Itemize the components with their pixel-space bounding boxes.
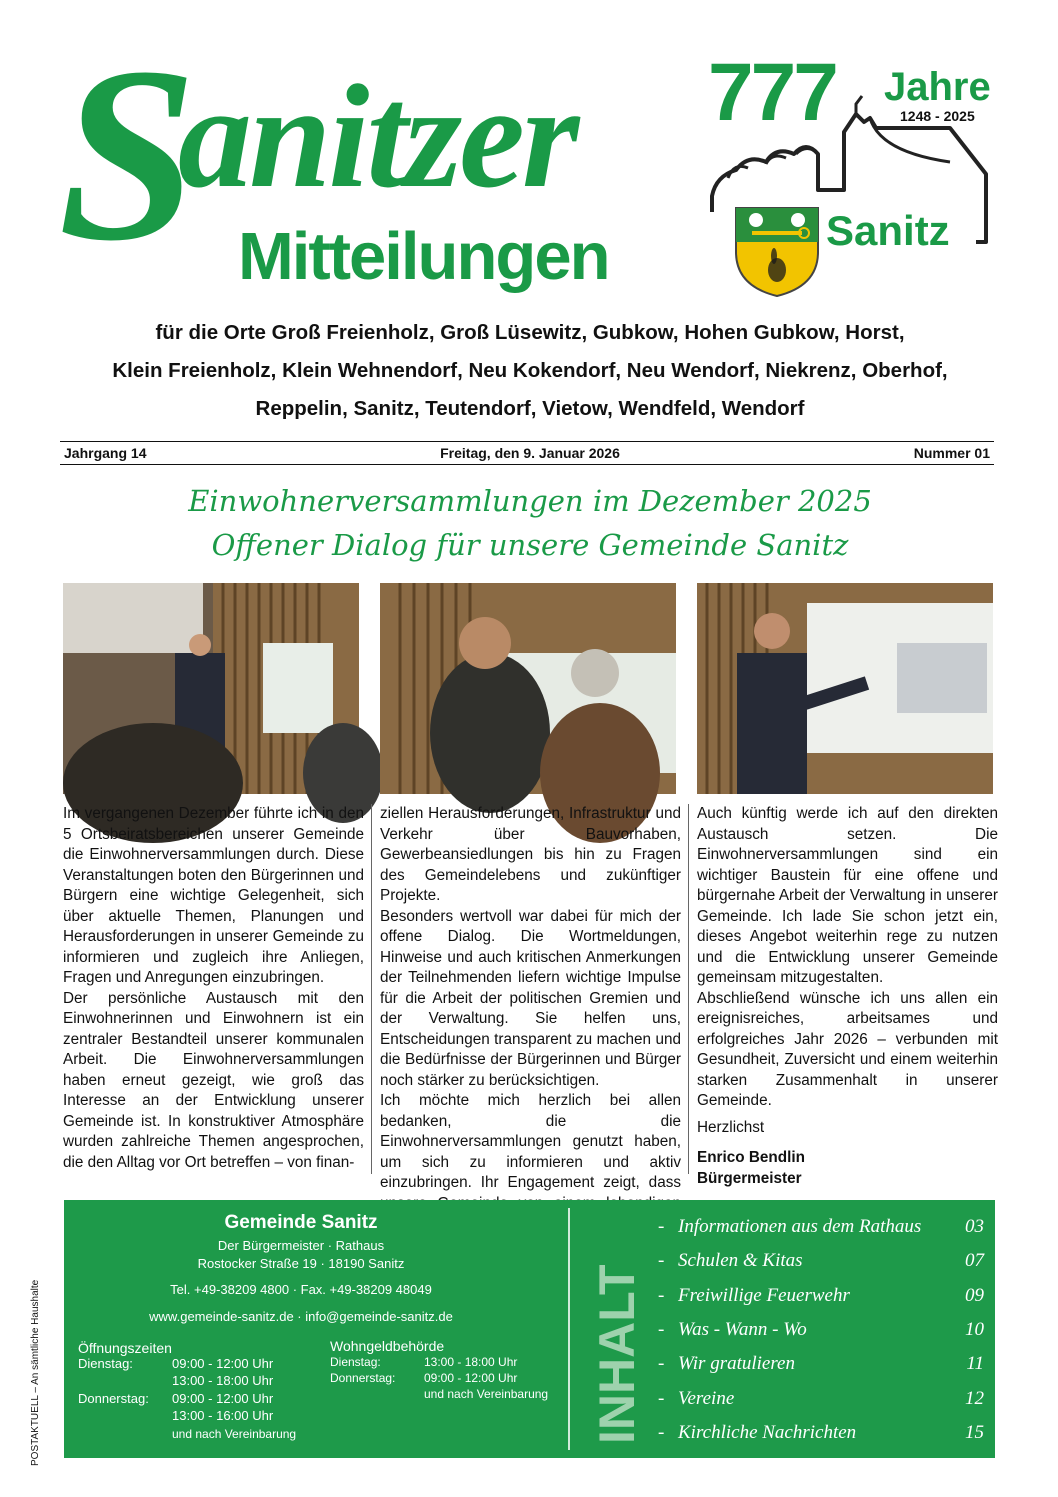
village-emblem-icon (706, 92, 996, 298)
signer-name: Enrico Bendlin (697, 1149, 805, 1166)
wohngeld-day-2: Donnerstag: (330, 1371, 396, 1385)
paragraph: Ich möchte mich herzlich bei allen bedanken, die die Einwohnerversammlungen genutzt haben, um sich zu informieren und aktiv einzubringen. Ihr Engagement zeigt, dass (380, 1092, 681, 1191)
toc-label: Freiwillige Feuerwehr (678, 1285, 850, 1306)
event-photo-3 (697, 583, 993, 794)
headline-line-1: Einwohnerversammlungen im Dezember 2025 (188, 484, 872, 518)
article-column-2 (380, 804, 681, 1235)
anniversary-word: Jahre (884, 65, 991, 109)
paragraph: ziellen Herausforderungen, Infrastruktur und Verkehr über Bauvorhaben, Gewerbeansiedlungen bis hin zu Fragen des Gemeindelebens und zukünftiger Projekte. (380, 805, 681, 904)
headline-line-2: Offener Dialog für unsere Gemeinde Sanitz (211, 528, 849, 562)
toc-item-schulen[interactable] (652, 1244, 990, 1278)
paragraph: Abschließend wünsche ich uns allen ein ereignisreiches, arbeitsames und erfolgreiches Jahr 2026 – verbunden mit Gesundheit, Zuversicht und einem weiterhin starken Zusammenhalt in unserer Gemeinde. (697, 989, 998, 1109)
places-line-2: Klein Freienholz, Klein Wehnendorf, Neu Kokendorf, Neu Wendorf, Niekrenz, Oberhof, (112, 359, 948, 382)
toc-label: Vereine (678, 1388, 735, 1409)
footer-org-name: Gemeinde Sanitz (224, 1212, 378, 1233)
toc-item-was-wann-wo[interactable] (652, 1313, 990, 1347)
event-photo-1 (63, 583, 359, 794)
toc-dash: - (658, 1388, 665, 1409)
issue-rule-top (60, 441, 994, 442)
issue-volume: Jahrgang 14 (64, 445, 147, 461)
footer-web-email[interactable]: www.gemeinde-sanitz.de · info@gemeinde-sanitz.de (149, 1309, 453, 1324)
toc-item-vereine[interactable] (652, 1382, 990, 1416)
toc-label: Kirchliche Nachrichten (678, 1422, 857, 1443)
places-line-1: für die Orte Groß Freienholz, Groß Lüsewitz, Gubkow, Hohen Gubkow, Horst, (155, 321, 905, 344)
hours-time-2a: 09:00 - 12:00 Uhr (172, 1391, 274, 1406)
column-divider (371, 804, 372, 1174)
article-column-3 (697, 804, 998, 1189)
paragraph: Der persönliche Austausch mit den Einwohnerinnen und Einwohnern ist ein zentraler Bestandteil unserer kommunalen Arbeit. Die Einwohnerversammlungen haben erneut gezeigt, wie groß das Interesse an der Entwicklung unserer Gemeinde ist. In konstruktiver Atmosphäre wurden zahlreiche Themen angesprochen, die den Alltag vor Ort betreffen – von finan- (63, 989, 364, 1171)
toc-dash: - (658, 1422, 665, 1443)
paragraph: Auch künftig werde ich auf den direkten Austausch setzen. Die Einwohnerversammlungen sind ein wichtiger Baustein für eine offene und bürgernahe Arbeit der Verwaltung in unserer Gemeinde. Ich lade Sie schon jetzt ein, dieses Angebot weiterhin rege zu nutzen und die Entwicklung unserer Gemeinde gemeinsam mitzugestalten. (697, 805, 998, 986)
issue-number: Nummer 01 (913, 445, 990, 461)
footer-address-line-2: Rostocker Straße 19 · 18190 Sanitz (197, 1256, 405, 1271)
signer-title: Bürgermeister (697, 1169, 802, 1187)
issue-rule-bottom (60, 464, 994, 465)
article-headline (60, 479, 1000, 567)
hours-title: Öffnungszeiten (78, 1340, 172, 1356)
toc-item-feuerwehr[interactable] (652, 1279, 990, 1313)
hours-time-2b: 13:00 - 16:00 Uhr (172, 1408, 274, 1423)
wohngeld-time-1: 13:00 - 18:00 Uhr (424, 1355, 518, 1369)
paragraph: Im vergangenen Dezember führte ich in den 5 Ortsbeiratsbereichen unserer Gemeinde die Einwohnerversammlungen durch. Diese Veranstaltungen boten den Bürgerinnen und Bürgern eine wichtige Gelegenheit, sich über aktuelle Themen, Planungen und Herausforderungen in unserer Gemeinde zu informieren und zugleich ihre Anliegen, Fragen und Anregungen einzubringen. (63, 805, 364, 986)
inhalt-heading (589, 1212, 645, 1448)
hours-note: und nach Vereinbarung (172, 1427, 297, 1441)
toc-dash: - (658, 1250, 665, 1271)
toc-page: 03 (965, 1216, 984, 1237)
toc-dash: - (658, 1216, 665, 1237)
wohngeld-day-1: Dienstag: (330, 1355, 381, 1369)
wohngeld-title: Wohngeldbehörde (330, 1338, 445, 1354)
municipality-name: Sanitz (826, 207, 950, 254)
toc-dash: - (658, 1353, 665, 1374)
masthead-subtitle: Mitteilungen (238, 219, 609, 294)
hours-time-1b: 13:00 - 18:00 Uhr (172, 1373, 274, 1388)
issue-date: Freitag, den 9. Januar 2026 (440, 445, 620, 461)
inhalt-text: INHALT (589, 1264, 645, 1444)
toc-page: 15 (965, 1422, 984, 1443)
footer-phone[interactable]: Tel. +49-38209 4800 · Fax. +49-38209 48049 (170, 1282, 432, 1297)
wohngeld-time-2: 09:00 - 12:00 Uhr (424, 1371, 518, 1385)
toc-label: Was - Wann - Wo (678, 1319, 807, 1340)
toc-dash: - (658, 1319, 665, 1340)
toc-label: Schulen & Kitas (678, 1250, 803, 1271)
places-list (60, 314, 1000, 428)
hours-day-1: Dienstag: (78, 1356, 133, 1371)
wohngeld-note: und nach Vereinbarung (424, 1387, 549, 1401)
toc-item-kirchliche[interactable] (652, 1416, 990, 1450)
toc-page: 10 (965, 1319, 984, 1340)
footer-address-line-1: Der Bürgermeister · Rathaus (217, 1238, 385, 1253)
postal-note: POSTAKTUELL – An sämtliche Haushalte (30, 1279, 41, 1466)
toc-item-rathaus[interactable] (652, 1210, 990, 1244)
footer-divider (568, 1208, 570, 1450)
toc-page: 09 (965, 1285, 984, 1306)
anniversary-number: 777 (708, 47, 836, 138)
masthead-title-initial: S (58, 16, 194, 293)
anniversary-years: 1248 - 2025 (900, 108, 975, 124)
hours-time-1a: 09:00 - 12:00 Uhr (172, 1356, 274, 1371)
toc-dash: - (658, 1285, 665, 1306)
toc-page: 12 (965, 1388, 984, 1409)
masthead-title-word: anitzer (178, 55, 577, 219)
places-line-3: Reppelin, Sanitz, Teutendorf, Vietow, Wendfeld, Wendorf (255, 397, 805, 420)
toc-page: 11 (966, 1353, 984, 1374)
paragraph: Besonders wertvoll war dabei für mich der offene Dialog. Die Wortmeldungen, Hinweise und auch kritischen Anmerkungen der Teilnehmenden liefern wichtige Impulse für die Arbeit der politischen Gremien und der Verwaltung. Sie helfen uns, Entscheidungen transparent zu machen und die Bedürfnisse der Bürgerinnen und Bürger noch stärker zu berücksichtigen. (380, 907, 681, 1089)
closing: Herzlichst (697, 1118, 765, 1136)
toc-label: Wir gratulieren (678, 1353, 795, 1374)
column-divider (688, 804, 689, 1174)
event-photo-2 (380, 583, 676, 794)
toc-page: 07 (965, 1250, 984, 1271)
toc-label: Informationen aus dem Rathaus (678, 1216, 922, 1237)
hours-day-2: Donnerstag: (78, 1391, 149, 1406)
toc-item-gratulieren[interactable] (652, 1347, 990, 1381)
article-column-1 (63, 804, 364, 1173)
